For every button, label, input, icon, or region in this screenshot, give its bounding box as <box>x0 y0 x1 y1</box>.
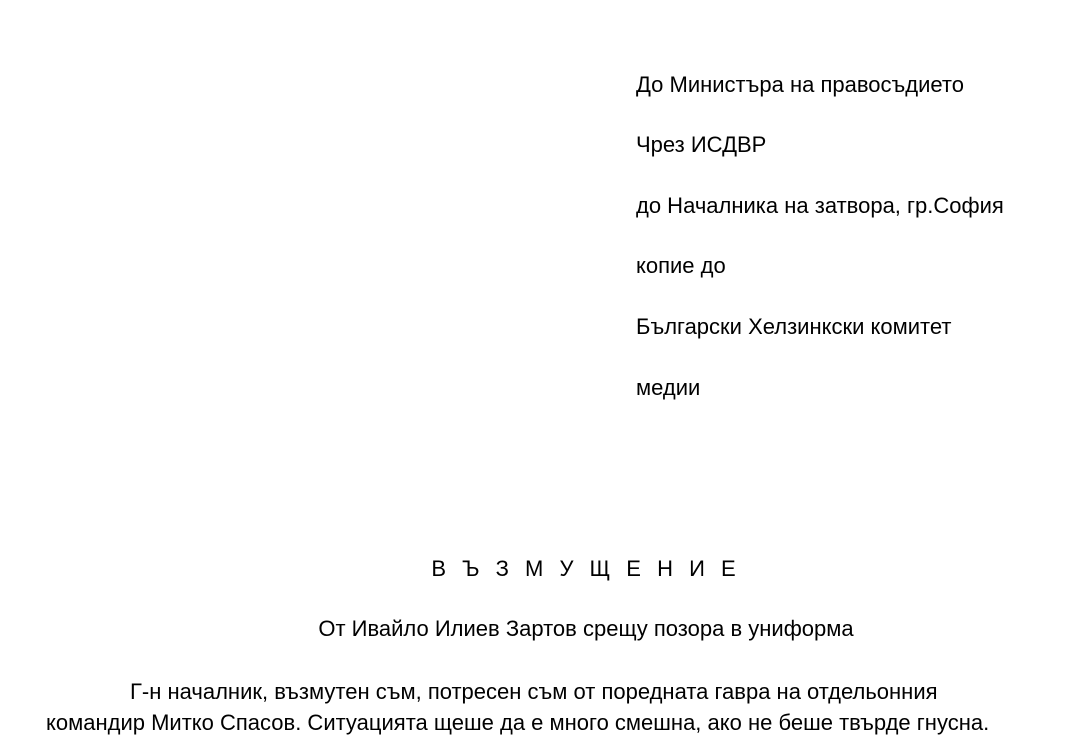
addressee-line-via: Чрез ИСДВР <box>636 132 767 157</box>
addressee-line-prison-chief: до Началника на затвора, гр.София <box>636 193 1004 218</box>
body-line: командир Митко Спасов. Ситуацията щеше да е много смешна, ако не беше твърде гнусна. <box>46 710 990 735</box>
document-body <box>46 676 1066 738</box>
addressee-line-helsinki-committee: Български Хелзинкски комитет <box>636 314 952 339</box>
body-line: Г-н началник, възмутен съм, потресен съм от поредната гавра на отдельонния <box>130 679 938 704</box>
addressee-line-copy-to: копие до <box>636 253 726 278</box>
document-subtitle: От Ивайло Илиев Зартов срещу позора в униформа <box>318 616 854 641</box>
addressee-line-media: медии <box>636 375 701 400</box>
addressee-line-minister: До Министъра на правосъдието <box>636 72 964 97</box>
document-title: В Ъ З М У Щ Е Н И Е <box>431 556 741 581</box>
